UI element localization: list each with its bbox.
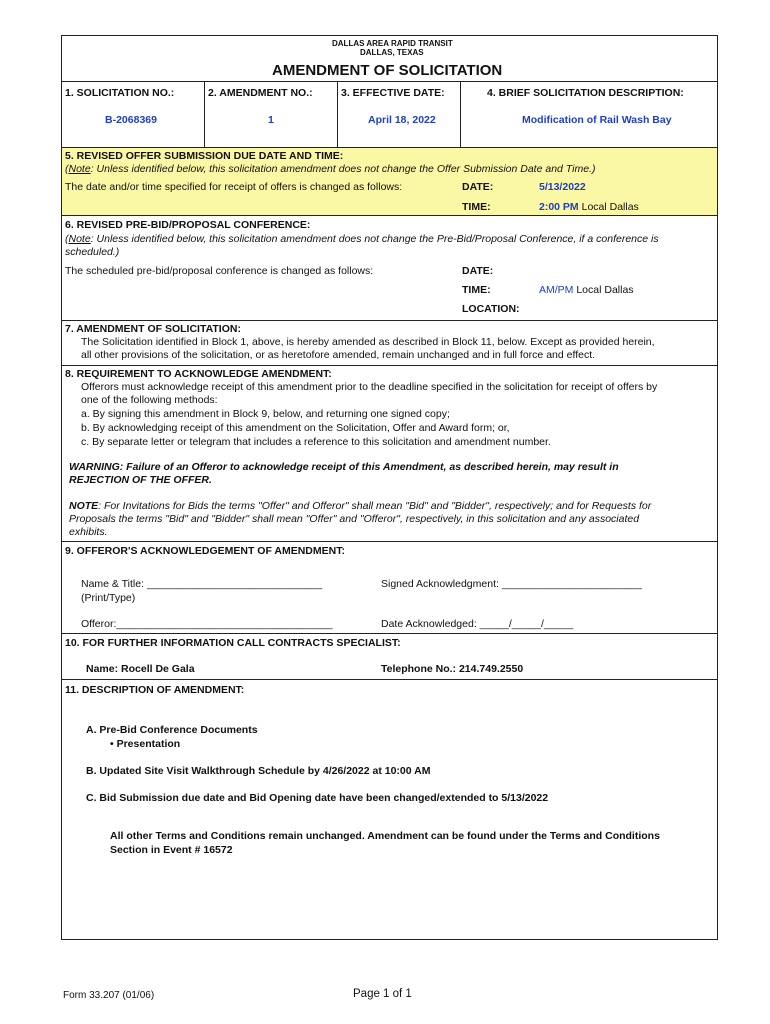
block6-date-label: DATE: bbox=[462, 265, 494, 277]
block8-heading: 8. REQUIREMENT TO ACKNOWLEDGE AMENDMENT: bbox=[65, 368, 332, 380]
amendment-no-value: 1 bbox=[268, 114, 274, 126]
specialist-name: Name: Rocell De Gala bbox=[86, 663, 195, 675]
block5-date-label: DATE: bbox=[462, 181, 494, 193]
block10-heading: 10. FOR FURTHER INFORMATION CALL CONTRACTS SPECIALIST: bbox=[65, 637, 401, 649]
amendment-item-b: B. Updated Site Visit Walkthrough Schedule by 4/26/2022 at 10:00 AM bbox=[86, 765, 431, 777]
block8-note-line2: Proposals the terms "Bid" and "Bidder" shall mean "Offer" and "Offeror", respectively, in this solicitation and any associated bbox=[69, 513, 640, 525]
block5-heading: 5. REVISED OFFER SUBMISSION DUE DATE AND TIME: bbox=[65, 150, 344, 162]
name-title-field[interactable]: Name & Title: ______________________________ bbox=[81, 578, 323, 590]
solicitation-no-value: B-2068369 bbox=[105, 114, 157, 126]
amendment-form bbox=[61, 35, 718, 940]
form-number: Form 33.207 (01/06) bbox=[63, 990, 155, 1001]
org-name: DALLAS AREA RAPID TRANSIT bbox=[332, 39, 453, 48]
block8-line1: Offerors must acknowledge receipt of this amendment prior to the deadline specified in the solicitation for receipt of offers by bbox=[81, 381, 658, 393]
block5-time-label: TIME: bbox=[462, 201, 491, 213]
block6-time: AM/PM Local Dallas bbox=[539, 284, 634, 296]
block6-location-label: LOCATION: bbox=[462, 303, 520, 315]
divider bbox=[62, 81, 717, 82]
block8-note-line1: NOTE: For Invitations for Bids the terms "Offer" and Offeror" shall mean "Bid" and "Bidder", respectively; and for Requests for bbox=[69, 500, 652, 512]
block5-date-value: 5/13/2022 bbox=[539, 181, 586, 193]
page-title: AMENDMENT OF SOLICITATION bbox=[272, 62, 503, 79]
description-value: Modification of Rail Wash Bay bbox=[522, 114, 672, 126]
block8-item-b: b. By acknowledging receipt of this amendment on the Solicitation, Offer and Award form; or, bbox=[81, 422, 510, 434]
amendment-item-a: A. Pre-Bid Conference Documents bbox=[86, 724, 258, 736]
solicitation-no-label: 1. SOLICITATION NO.: bbox=[65, 87, 175, 99]
block6-note-line2: scheduled.) bbox=[65, 246, 120, 258]
description-label: 4. BRIEF SOLICITATION DESCRIPTION: bbox=[487, 87, 684, 99]
block6-note: (Note: Unless identified below, this solicitation amendment does not change the Pre-Bid/Proposal Conference, if a conference is bbox=[65, 233, 659, 245]
block5-time: 2:00 PM Local Dallas bbox=[539, 201, 639, 213]
block9-heading: 9. OFFEROR'S ACKNOWLEDGEMENT OF AMENDMENT: bbox=[65, 545, 345, 557]
specialist-phone: Telephone No.: 214.749.2550 bbox=[381, 663, 524, 675]
date-acknowledged-field[interactable]: Date Acknowledged: _____/_____/_____ bbox=[381, 618, 574, 630]
block8-note-line3: exhibits. bbox=[69, 526, 108, 538]
block5-note: (Note: Unless identified below, this solicitation amendment does not change the Offer Submission Date and Time.) bbox=[65, 163, 596, 175]
block8-item-a: a. By signing this amendment in Block 9, below, and returning one signed copy; bbox=[81, 408, 450, 420]
org-city: DALLAS, TEXAS bbox=[360, 48, 424, 57]
block8-warning-line2: REJECTION OF THE OFFER. bbox=[69, 474, 212, 486]
block6-change-text: The scheduled pre-bid/proposal conference is changed as follows: bbox=[65, 265, 374, 277]
closing-line2: Section in Event # 16572 bbox=[110, 844, 233, 856]
effective-date-label: 3. EFFECTIVE DATE: bbox=[341, 87, 445, 99]
page-number: Page 1 of 1 bbox=[353, 988, 412, 1000]
closing-line1: All other Terms and Conditions remain unchanged. Amendment can be found under the Terms and Conditions bbox=[110, 830, 660, 842]
block7-line1: The Solicitation identified in Block 1, above, is hereby amended as described in Block 11, below. Except as provided herein, bbox=[81, 336, 655, 348]
block8-item-c: c. By separate letter or telegram that includes a reference to this solicitation and amendment number. bbox=[81, 436, 551, 448]
block7-heading: 7. AMENDMENT OF SOLICITATION: bbox=[65, 323, 241, 335]
block5-change-text: The date and/or time specified for receipt of offers is changed as follows: bbox=[65, 181, 403, 193]
print-type-label: (Print/Type) bbox=[81, 592, 136, 604]
block8-line2: one of the following methods: bbox=[81, 394, 218, 406]
amendment-no-label: 2. AMENDMENT NO.: bbox=[208, 87, 313, 99]
block11-heading: 11. DESCRIPTION OF AMENDMENT: bbox=[65, 684, 245, 696]
offeror-field[interactable]: Offeror:_____________________________________ bbox=[81, 618, 333, 630]
block6-time-label: TIME: bbox=[462, 284, 491, 296]
amendment-item-a-sub: • Presentation bbox=[110, 738, 181, 750]
block6-heading: 6. REVISED PRE-BID/PROPOSAL CONFERENCE: bbox=[65, 219, 311, 231]
block7-line2: all other provisions of the solicitation, or as heretofore amended, remain unchanged and in full force and effect. bbox=[81, 349, 596, 361]
signed-acknowledgment-field[interactable]: Signed Acknowledgment: ________________________ bbox=[381, 578, 642, 590]
block8-warning-line1: WARNING: Failure of an Offeror to acknowledge receipt of this Amendment, as described herein, may result in bbox=[69, 461, 619, 473]
effective-date-value: April 18, 2022 bbox=[368, 114, 436, 126]
amendment-item-c: C. Bid Submission due date and Bid Opening date have been changed/extended to 5/13/2022 bbox=[86, 792, 549, 804]
